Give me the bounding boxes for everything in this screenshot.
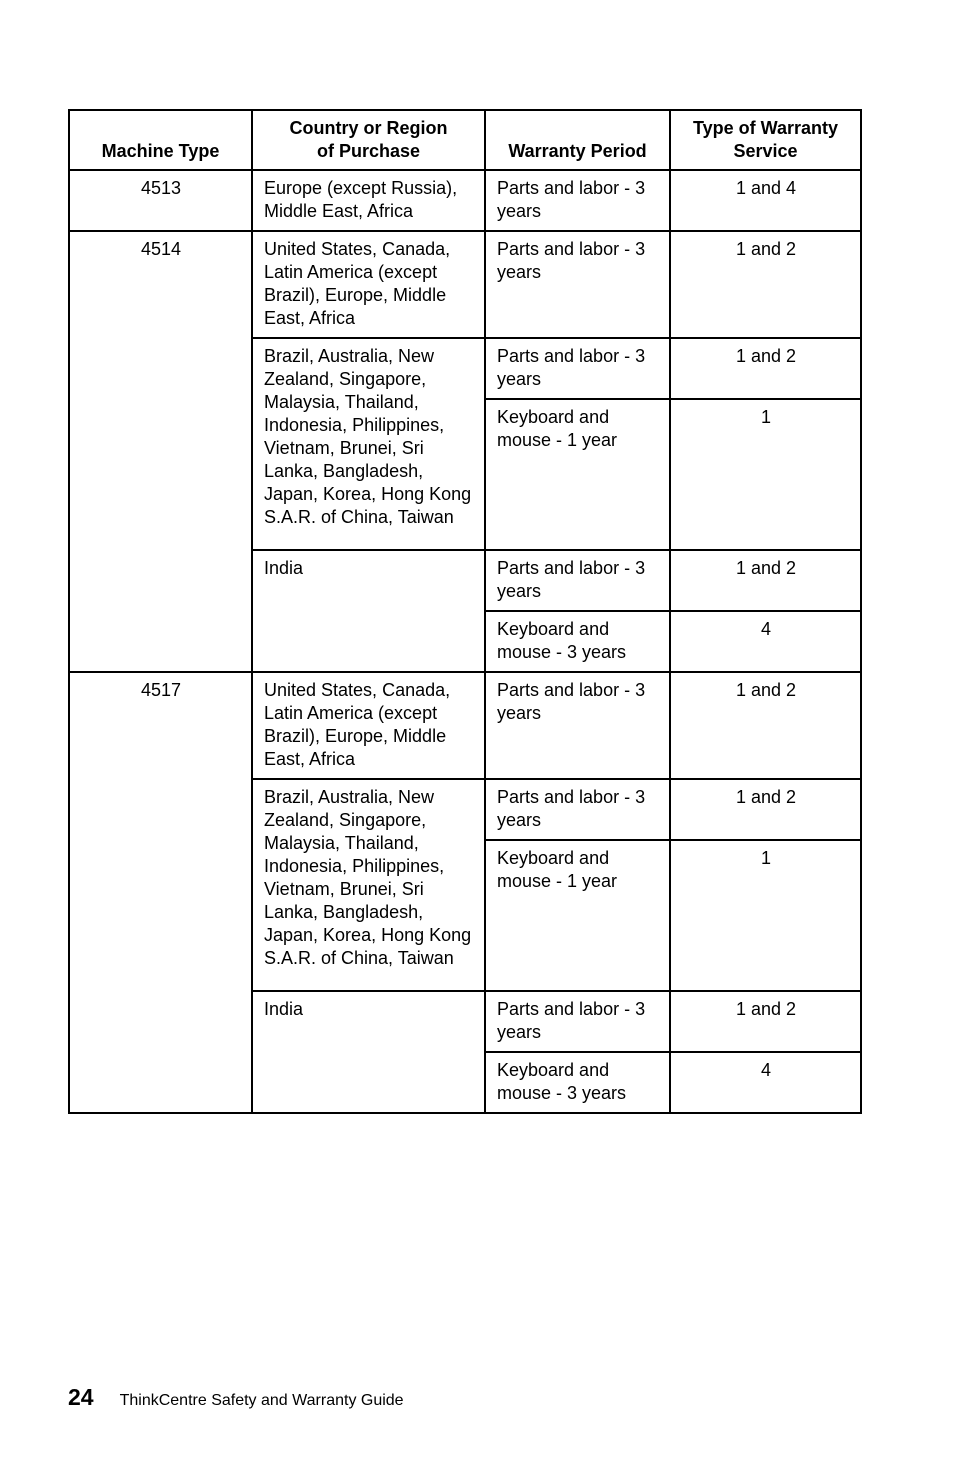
warranty-period-cell: Parts and labor - 3 years bbox=[485, 231, 670, 338]
header-warranty-period bbox=[485, 110, 670, 170]
document-title: ThinkCentre Safety and Warranty Guide bbox=[119, 1392, 404, 1409]
machine-type-cell: 4513 bbox=[69, 170, 252, 231]
warranty-period-cell: Parts and labor - 3 years bbox=[485, 672, 670, 779]
machine-type-cell: 4517 bbox=[69, 672, 252, 1113]
service-type-cell: 1 and 2 bbox=[670, 338, 861, 399]
warranty-period-cell: Parts and labor - 3 years bbox=[485, 550, 670, 611]
header-service-type bbox=[670, 110, 861, 170]
warranty-period-cell: Keyboard and mouse - 3 years bbox=[485, 611, 670, 672]
header-warranty-period-label: Warranty Period bbox=[508, 141, 647, 161]
service-type-cell: 1 and 2 bbox=[670, 991, 861, 1052]
header-service-type-line2: Service bbox=[733, 141, 798, 161]
header-country-line1: Country or Region bbox=[289, 118, 448, 138]
region-cell: Europe (except Russia), Middle East, Africa bbox=[252, 170, 485, 231]
header-service-type-line1: Type of Warranty bbox=[692, 118, 839, 138]
warranty-period-cell: Keyboard and mouse - 1 year bbox=[485, 399, 670, 550]
header-country bbox=[252, 110, 485, 170]
warranty-period-cell: Keyboard and mouse - 1 year bbox=[485, 840, 670, 991]
table-row bbox=[69, 672, 861, 779]
service-type-cell: 1 and 2 bbox=[670, 672, 861, 779]
service-type-cell: 1 bbox=[670, 399, 861, 550]
warranty-period-cell: Parts and labor - 3 years bbox=[485, 991, 670, 1052]
service-type-cell: 1 and 2 bbox=[670, 231, 861, 338]
machine-type-cell: 4514 bbox=[69, 231, 252, 672]
warranty-table bbox=[68, 109, 862, 1114]
service-type-cell: 4 bbox=[670, 1052, 861, 1113]
header-machine-type bbox=[69, 110, 252, 170]
region-cell: Brazil, Australia, New Zealand, Singapore, Malaysia, Thailand, Indonesia, Philippines, Vietnam, Brunei, Sri Lanka, Bangladesh, Japan, Korea, Hong Kong S.A.R. of China, Taiwan bbox=[252, 779, 485, 991]
table-row bbox=[69, 231, 861, 338]
region-cell: Brazil, Australia, New Zealand, Singapore, Malaysia, Thailand, Indonesia, Philippines, Vietnam, Brunei, Sri Lanka, Bangladesh, Japan, Korea, Hong Kong S.A.R. of China, Taiwan bbox=[252, 338, 485, 550]
service-type-cell: 1 and 4 bbox=[670, 170, 861, 231]
service-type-cell: 1 and 2 bbox=[670, 550, 861, 611]
service-type-cell: 1 bbox=[670, 840, 861, 991]
table-header-row bbox=[69, 110, 861, 170]
service-type-cell: 4 bbox=[670, 611, 861, 672]
warranty-period-cell: Parts and labor - 3 years bbox=[485, 779, 670, 840]
region-cell: United States, Canada, Latin America (except Brazil), Europe, Middle East, Africa bbox=[252, 672, 485, 779]
header-machine-type-label: Machine Type bbox=[101, 141, 220, 161]
page-footer bbox=[68, 1384, 404, 1414]
warranty-period-cell: Parts and labor - 3 years bbox=[485, 338, 670, 399]
region-cell: United States, Canada, Latin America (except Brazil), Europe, Middle East, Africa bbox=[252, 231, 485, 338]
region-cell: India bbox=[252, 991, 485, 1113]
region-cell: India bbox=[252, 550, 485, 672]
table-row bbox=[69, 170, 861, 231]
header-country-line2: of Purchase bbox=[316, 141, 421, 161]
warranty-period-cell: Keyboard and mouse - 3 years bbox=[485, 1052, 670, 1113]
service-type-cell: 1 and 2 bbox=[670, 779, 861, 840]
page-number: 24 bbox=[68, 1384, 94, 1410]
warranty-period-cell: Parts and labor - 3 years bbox=[485, 170, 670, 231]
